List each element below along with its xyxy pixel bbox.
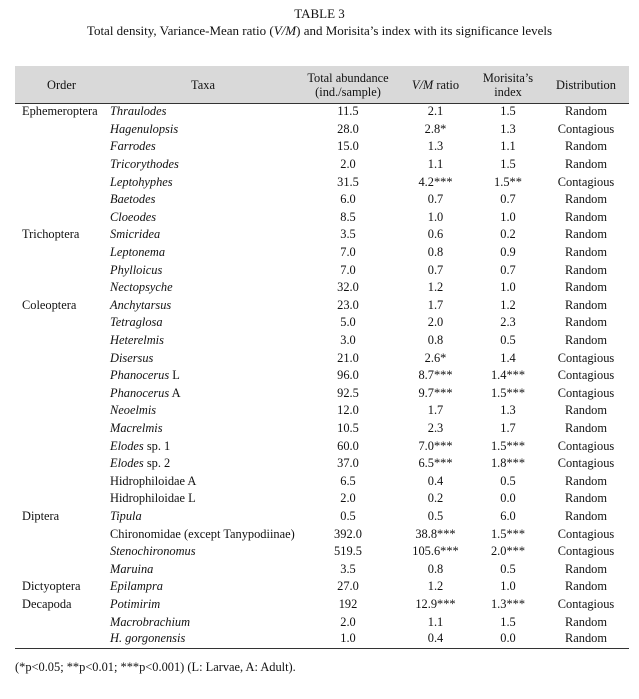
cell-vm-ratio: 0.8 — [427, 561, 444, 576]
cell-distribution: Contagious — [557, 456, 615, 471]
taxon-name: Epilampra — [110, 579, 164, 594]
cell-taxon — [108, 138, 298, 156]
cell-taxon — [108, 279, 298, 297]
cell-morisita: 1.3 — [500, 121, 516, 136]
taxon-name: Chironomidae (except Tanypodiinae) — [110, 526, 295, 541]
header-morisita — [473, 66, 543, 103]
table-title — [0, 23, 639, 39]
cell-vm-ratio: 0.5 — [427, 508, 444, 523]
taxon-name: Neoelmis — [110, 403, 157, 418]
cell-vm-ratio: 2.6* — [424, 350, 447, 365]
header-vm-ratio — [398, 66, 473, 103]
taxon-suffix: L — [169, 368, 180, 383]
cell-morisita: 1.5*** — [490, 385, 526, 400]
taxon-suffix: A — [169, 385, 181, 400]
cell-distribution: Contagious — [557, 121, 615, 136]
cell-vm-ratio: 12.9*** — [415, 596, 456, 611]
cell-taxon — [108, 437, 298, 455]
cell-distribution: Random — [565, 420, 607, 435]
cell-vm-ratio: 2.8* — [424, 121, 447, 136]
cell-morisita: 1.5*** — [490, 438, 526, 453]
cell-taxon — [108, 332, 298, 350]
cell-order — [15, 314, 108, 332]
cell-taxon — [108, 560, 298, 578]
cell-morisita: 0.2 — [500, 227, 516, 242]
cell-vm-ratio: 0.8 — [427, 245, 444, 260]
cell-taxon — [108, 472, 298, 490]
cell-order — [15, 402, 108, 420]
table-body — [15, 103, 629, 650]
cell-distribution: Random — [565, 630, 607, 645]
cell-distribution: Contagious — [557, 385, 615, 400]
cell-order — [15, 261, 108, 279]
cell-distribution: Random — [565, 315, 607, 330]
cell-abundance: 192 — [338, 596, 358, 611]
cell-taxon — [108, 543, 298, 561]
cell-abundance: 37.0 — [337, 456, 359, 471]
cell-vm-ratio: 1.7 — [427, 403, 444, 418]
cell-distribution: Random — [565, 245, 607, 260]
cell-morisita: 1.0 — [500, 280, 516, 295]
cell-morisita: 1.5 — [500, 157, 516, 172]
taxon-name: Leptohyphes — [110, 174, 173, 189]
cell-distribution: Random — [565, 104, 607, 119]
cell-order: Decapoda — [22, 596, 72, 611]
cell-vm-ratio: 8.7*** — [418, 368, 453, 383]
cell-abundance: 27.0 — [337, 579, 359, 594]
cell-vm-ratio: 2.1 — [427, 104, 444, 119]
cell-taxon — [108, 490, 298, 508]
cell-taxon — [108, 173, 298, 191]
taxon-name: Farrodes — [110, 139, 156, 154]
cell-vm-ratio: 7.0*** — [418, 438, 453, 453]
header-bottom-rule — [15, 103, 629, 104]
taxon-name: Baetodes — [110, 192, 156, 207]
table-row — [15, 613, 629, 631]
table-row — [15, 297, 629, 315]
cell-distribution: Random — [565, 403, 607, 418]
cell-taxon — [108, 455, 298, 473]
cell-abundance: 1.0 — [340, 630, 356, 645]
cell-taxon — [108, 613, 298, 631]
cell-distribution: Random — [565, 280, 607, 295]
cell-morisita: 0.7 — [500, 262, 516, 277]
taxon-name: Cloeodes — [110, 209, 157, 224]
taxon-name: Hagenulopsis — [110, 121, 179, 136]
cell-taxon — [108, 209, 298, 227]
taxon-name: Disersus — [110, 350, 154, 365]
table-title-post: ) and Morisita’s index with its significance levels — [296, 23, 553, 38]
cell-distribution: Contagious — [557, 174, 615, 189]
cell-distribution: Random — [565, 561, 607, 576]
table-row — [15, 121, 629, 139]
cell-vm-ratio: 0.7 — [427, 192, 444, 207]
header-distribution: Distribution — [556, 77, 616, 92]
cell-order — [15, 455, 108, 473]
cell-taxon — [108, 297, 298, 315]
cell-distribution: Random — [565, 209, 607, 224]
cell-order — [15, 367, 108, 385]
cell-order — [15, 209, 108, 227]
cell-order — [15, 437, 108, 455]
cell-order — [15, 613, 108, 631]
taxon-name: Maruina — [110, 561, 154, 576]
taxon-name: Elodes — [110, 438, 144, 453]
table-row — [15, 332, 629, 350]
header-abundance — [298, 66, 398, 103]
table-row — [15, 244, 629, 262]
cell-order — [15, 631, 108, 650]
table-row — [15, 525, 629, 543]
cell-abundance: 10.5 — [337, 420, 359, 435]
cell-abundance: 23.0 — [337, 297, 359, 312]
cell-order — [15, 244, 108, 262]
cell-vm-ratio: 6.5*** — [418, 456, 453, 471]
cell-vm-ratio: 1.1 — [427, 157, 444, 172]
cell-distribution: Contagious — [557, 526, 615, 541]
cell-abundance: 11.5 — [337, 104, 359, 119]
cell-vm-ratio: 0.6 — [427, 227, 444, 242]
cell-vm-ratio: 105.6*** — [412, 544, 459, 559]
cell-distribution: Random — [565, 508, 607, 523]
cell-morisita: 1.8*** — [490, 456, 526, 471]
cell-morisita: 1.5** — [494, 174, 522, 189]
table-row — [15, 261, 629, 279]
cell-morisita: 0.5 — [500, 333, 516, 348]
cell-abundance: 3.0 — [340, 333, 356, 348]
cell-abundance: 7.0 — [340, 245, 356, 260]
taxon-name: Hidrophiloidae L — [110, 491, 196, 506]
cell-taxon — [108, 402, 298, 420]
table-row — [15, 578, 629, 596]
cell-order — [15, 156, 108, 174]
cell-abundance: 7.0 — [340, 262, 356, 277]
taxon-name: Macrelmis — [110, 420, 163, 435]
cell-order — [15, 525, 108, 543]
cell-order — [15, 332, 108, 350]
cell-order — [15, 121, 108, 139]
table-row — [15, 508, 629, 526]
cell-taxon — [108, 596, 298, 614]
cell-taxon — [108, 367, 298, 385]
taxon-name: Leptonema — [110, 245, 166, 260]
cell-order — [15, 385, 108, 403]
cell-vm-ratio: 0.7 — [427, 262, 444, 277]
cell-order — [15, 543, 108, 561]
cell-abundance: 3.5 — [340, 561, 356, 576]
table-row — [15, 349, 629, 367]
cell-distribution: Random — [565, 579, 607, 594]
taxon-name: Stenochironomus — [110, 544, 196, 559]
cell-abundance: 392.0 — [334, 526, 362, 541]
cell-order — [15, 490, 108, 508]
cell-taxon — [108, 121, 298, 139]
cell-morisita: 1.5 — [500, 614, 516, 629]
taxon-name: Macrobrachium — [110, 614, 191, 629]
header-abundance-line1: Total abundance — [307, 70, 389, 85]
cell-order — [15, 349, 108, 367]
cell-order — [15, 420, 108, 438]
cell-taxon — [108, 578, 298, 596]
cell-taxon — [108, 525, 298, 543]
taxon-name: Anchytarsus — [110, 297, 172, 312]
taxon-name: H. gorgonensis — [110, 630, 186, 645]
table-row — [15, 173, 629, 191]
cell-distribution: Random — [565, 491, 607, 506]
table-row — [15, 385, 629, 403]
table-row — [15, 455, 629, 473]
cell-morisita: 0.7 — [500, 192, 516, 207]
cell-taxon — [108, 631, 298, 650]
table-row — [15, 472, 629, 490]
cell-vm-ratio: 4.2*** — [418, 174, 453, 189]
taxon-name: Tricorythodes — [110, 157, 179, 172]
table-row — [15, 314, 629, 332]
cell-abundance: 32.0 — [337, 280, 359, 295]
cell-abundance: 6.0 — [340, 192, 356, 207]
header-order: Order — [47, 77, 76, 92]
cell-morisita: 1.5 — [500, 104, 516, 119]
cell-taxon — [108, 314, 298, 332]
cell-distribution: Random — [565, 473, 607, 488]
cell-taxon — [108, 156, 298, 174]
cell-distribution: Random — [565, 297, 607, 312]
cell-vm-ratio: 1.2 — [427, 579, 444, 594]
taxon-name: Hidrophiloidae A — [110, 473, 197, 488]
cell-order — [15, 560, 108, 578]
header-abundance-line2: (ind./sample) — [315, 84, 381, 99]
table-row — [15, 560, 629, 578]
table-row — [15, 631, 629, 650]
cell-abundance: 12.0 — [337, 403, 359, 418]
cell-morisita: 1.1 — [500, 139, 516, 154]
taxon-name: Smicridea — [110, 227, 161, 242]
cell-taxon — [108, 261, 298, 279]
cell-morisita: 1.7 — [500, 420, 516, 435]
data-table — [15, 66, 629, 650]
table-title-pre: Total density, Variance-Mean ratio ( — [86, 23, 274, 38]
cell-taxon — [108, 385, 298, 403]
header-vm-italic: V/M — [411, 77, 434, 92]
cell-morisita: 0.0 — [500, 491, 516, 506]
cell-morisita: 1.4*** — [490, 368, 526, 383]
taxon-name: Potimirim — [110, 596, 161, 611]
table-row — [15, 402, 629, 420]
cell-taxon — [108, 191, 298, 209]
cell-vm-ratio: 2.0 — [427, 315, 444, 330]
cell-vm-ratio: 1.1 — [427, 614, 444, 629]
header-morisita-line1: Morisita’s — [482, 70, 534, 85]
table-row — [15, 437, 629, 455]
cell-vm-ratio: 1.0 — [427, 209, 444, 224]
cell-taxon — [108, 103, 298, 121]
taxon-name: Elodes — [110, 456, 144, 471]
table-row — [15, 543, 629, 561]
cell-order: Dictyoptera — [22, 579, 81, 594]
cell-morisita: 6.0 — [500, 508, 516, 523]
cell-morisita: 1.5*** — [490, 526, 526, 541]
cell-vm-ratio: 1.7 — [427, 297, 444, 312]
table-bottom-rule — [15, 648, 629, 649]
cell-morisita: 2.3 — [500, 315, 516, 330]
cell-distribution: Random — [565, 614, 607, 629]
cell-abundance: 6.5 — [340, 473, 356, 488]
taxon-name: Tipula — [110, 508, 142, 523]
cell-distribution: Random — [565, 139, 607, 154]
cell-taxon — [108, 508, 298, 526]
cell-order — [15, 279, 108, 297]
table-row — [15, 226, 629, 244]
cell-distribution: Contagious — [557, 544, 615, 559]
taxon-name: Heterelmis — [110, 333, 164, 348]
cell-morisita: 1.2 — [500, 297, 516, 312]
cell-distribution: Contagious — [557, 438, 615, 453]
cell-abundance: 60.0 — [337, 438, 359, 453]
cell-order — [15, 138, 108, 156]
cell-distribution: Random — [565, 333, 607, 348]
cell-vm-ratio: 0.4 — [427, 473, 444, 488]
cell-taxon — [108, 226, 298, 244]
cell-vm-ratio: 9.7*** — [418, 385, 453, 400]
cell-distribution: Random — [565, 157, 607, 172]
cell-morisita: 0.5 — [500, 561, 516, 576]
table-header — [15, 66, 629, 103]
taxon-name: Phanocerus — [110, 368, 170, 383]
cell-distribution: Random — [565, 227, 607, 242]
table-row — [15, 191, 629, 209]
cell-vm-ratio: 0.8 — [427, 333, 444, 348]
cell-vm-ratio: 2.3 — [427, 420, 444, 435]
cell-distribution: Contagious — [557, 350, 615, 365]
cell-order — [15, 191, 108, 209]
cell-abundance: 21.0 — [337, 350, 359, 365]
cell-taxon — [108, 349, 298, 367]
cell-distribution: Random — [565, 192, 607, 207]
cell-abundance: 5.0 — [340, 315, 356, 330]
cell-distribution: Random — [565, 262, 607, 277]
cell-abundance: 2.0 — [340, 614, 356, 629]
cell-abundance: 92.5 — [337, 385, 359, 400]
cell-distribution: Contagious — [557, 596, 615, 611]
header-row — [15, 66, 629, 103]
cell-taxon — [108, 244, 298, 262]
cell-morisita: 1.4 — [500, 350, 516, 365]
header-taxa: Taxa — [191, 77, 215, 92]
cell-abundance: 2.0 — [340, 157, 356, 172]
cell-abundance: 96.0 — [337, 368, 359, 383]
cell-morisita: 1.3 — [500, 403, 516, 418]
table-row — [15, 209, 629, 227]
cell-morisita: 0.5 — [500, 473, 516, 488]
cell-order: Diptera — [22, 508, 60, 523]
table-row — [15, 103, 629, 121]
cell-taxon — [108, 420, 298, 438]
table-row — [15, 367, 629, 385]
cell-abundance: 28.0 — [337, 121, 359, 136]
cell-abundance: 2.0 — [340, 491, 356, 506]
taxon-name: Tetraglosa — [110, 315, 163, 330]
cell-abundance: 8.5 — [340, 209, 356, 224]
cell-abundance: 31.5 — [337, 174, 359, 189]
cell-order — [15, 173, 108, 191]
taxon-name: Phylloicus — [110, 262, 163, 277]
taxon-suffix: sp. 1 — [143, 438, 171, 453]
cell-morisita: 0.9 — [500, 245, 516, 260]
cell-distribution: Contagious — [557, 368, 615, 383]
cell-morisita: 1.0 — [500, 579, 516, 594]
cell-morisita: 1.3*** — [490, 596, 526, 611]
table-row — [15, 156, 629, 174]
cell-vm-ratio: 1.2 — [427, 280, 444, 295]
cell-morisita: 0.0 — [500, 630, 516, 645]
cell-order: Ephemeroptera — [22, 104, 98, 119]
table-footnote: (*p<0.05; **p<0.01; ***p<0.001) (L: Larvae, A: Adult). — [15, 660, 296, 674]
table-title-vm: V/M — [273, 23, 297, 38]
cell-abundance: 3.5 — [340, 227, 356, 242]
table-row — [15, 490, 629, 508]
cell-abundance: 519.5 — [334, 544, 362, 559]
taxon-suffix: sp. 2 — [143, 456, 171, 471]
cell-order — [15, 472, 108, 490]
cell-vm-ratio: 0.4 — [427, 630, 444, 645]
table-row — [15, 596, 629, 614]
cell-order: Trichoptera — [22, 227, 80, 242]
table-row — [15, 138, 629, 156]
cell-abundance: 15.0 — [337, 139, 359, 154]
taxon-name: Nectopsyche — [110, 280, 173, 295]
table-row — [15, 279, 629, 297]
header-vm-rest: ratio — [433, 77, 460, 92]
cell-abundance: 0.5 — [340, 508, 356, 523]
cell-morisita: 1.0 — [500, 209, 516, 224]
header-morisita-line2: index — [494, 84, 522, 99]
cell-morisita: 2.0*** — [490, 544, 526, 559]
table-row — [15, 420, 629, 438]
taxon-name: Thraulodes — [110, 104, 167, 119]
cell-vm-ratio: 0.2 — [427, 491, 444, 506]
cell-vm-ratio: 1.3 — [427, 139, 444, 154]
taxon-name: Phanocerus — [110, 385, 170, 400]
cell-order: Coleoptera — [22, 297, 77, 312]
cell-vm-ratio: 38.8*** — [415, 526, 456, 541]
table-label: TABLE 3 — [294, 6, 345, 21]
